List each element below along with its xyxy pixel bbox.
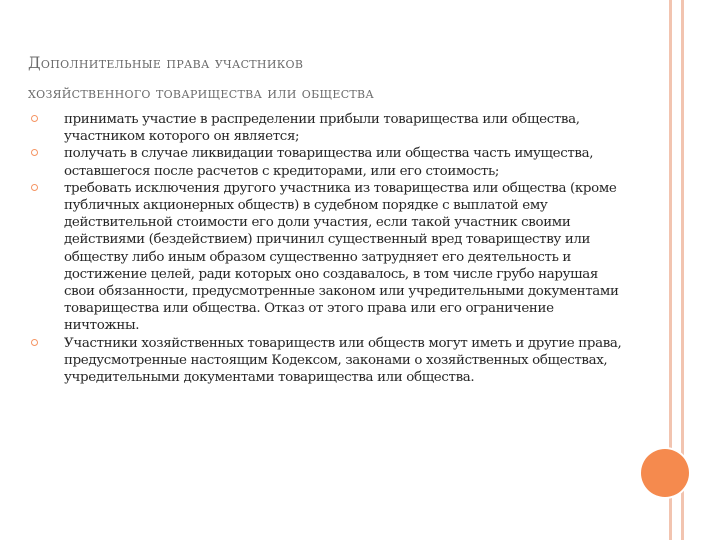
list-item-text: получать в случае ликвидации товарищества или общества часть имущества, оставшегося после расчетов с кредиторами, или его стоимость; xyxy=(64,146,594,179)
decorative-circle xyxy=(641,449,689,497)
bullet-icon xyxy=(31,339,38,346)
list-item xyxy=(28,180,624,335)
list-item xyxy=(28,145,624,179)
bullet-list xyxy=(28,111,624,386)
slide-title-line-1: Дополнительные права участников xyxy=(28,54,304,72)
list-item xyxy=(28,111,624,145)
bullet-icon xyxy=(31,115,38,122)
bullet-icon xyxy=(31,149,38,156)
slide-title xyxy=(28,48,648,108)
list-item-text: принимать участие в распределении прибыли товарищества или общества, участником которого он является; xyxy=(64,112,580,145)
list-item-text: требовать исключения другого участника из товарищества или общества (кроме публичных акционерных обществ) в судебном порядке с выплатой ему действительной стоимости его доли участия, если такой участник своими действиями (бездействием) причинил существенный вред товариществу или обществу либо иным образом существенно затрудняет его деятельность и достижение целей, ради которых оно создавалось, в том числе грубо нарушая свои обязанности, предусмотренные законом или учредительными документами товарищества или общества. Отказ от этого права или его ограничение ничтожны. xyxy=(64,180,619,334)
list-item-text: Участники хозяйственных товариществ или обществ могут иметь и другие права, предусмотренные настоящим Кодексом, законами о хозяйственных обществах, учредительными документами товарищества или общества. xyxy=(64,335,622,386)
bullet-icon xyxy=(31,184,38,191)
slide-title-line-2: хозяйственного товарищества или общества xyxy=(28,84,375,102)
list-item xyxy=(28,335,624,387)
